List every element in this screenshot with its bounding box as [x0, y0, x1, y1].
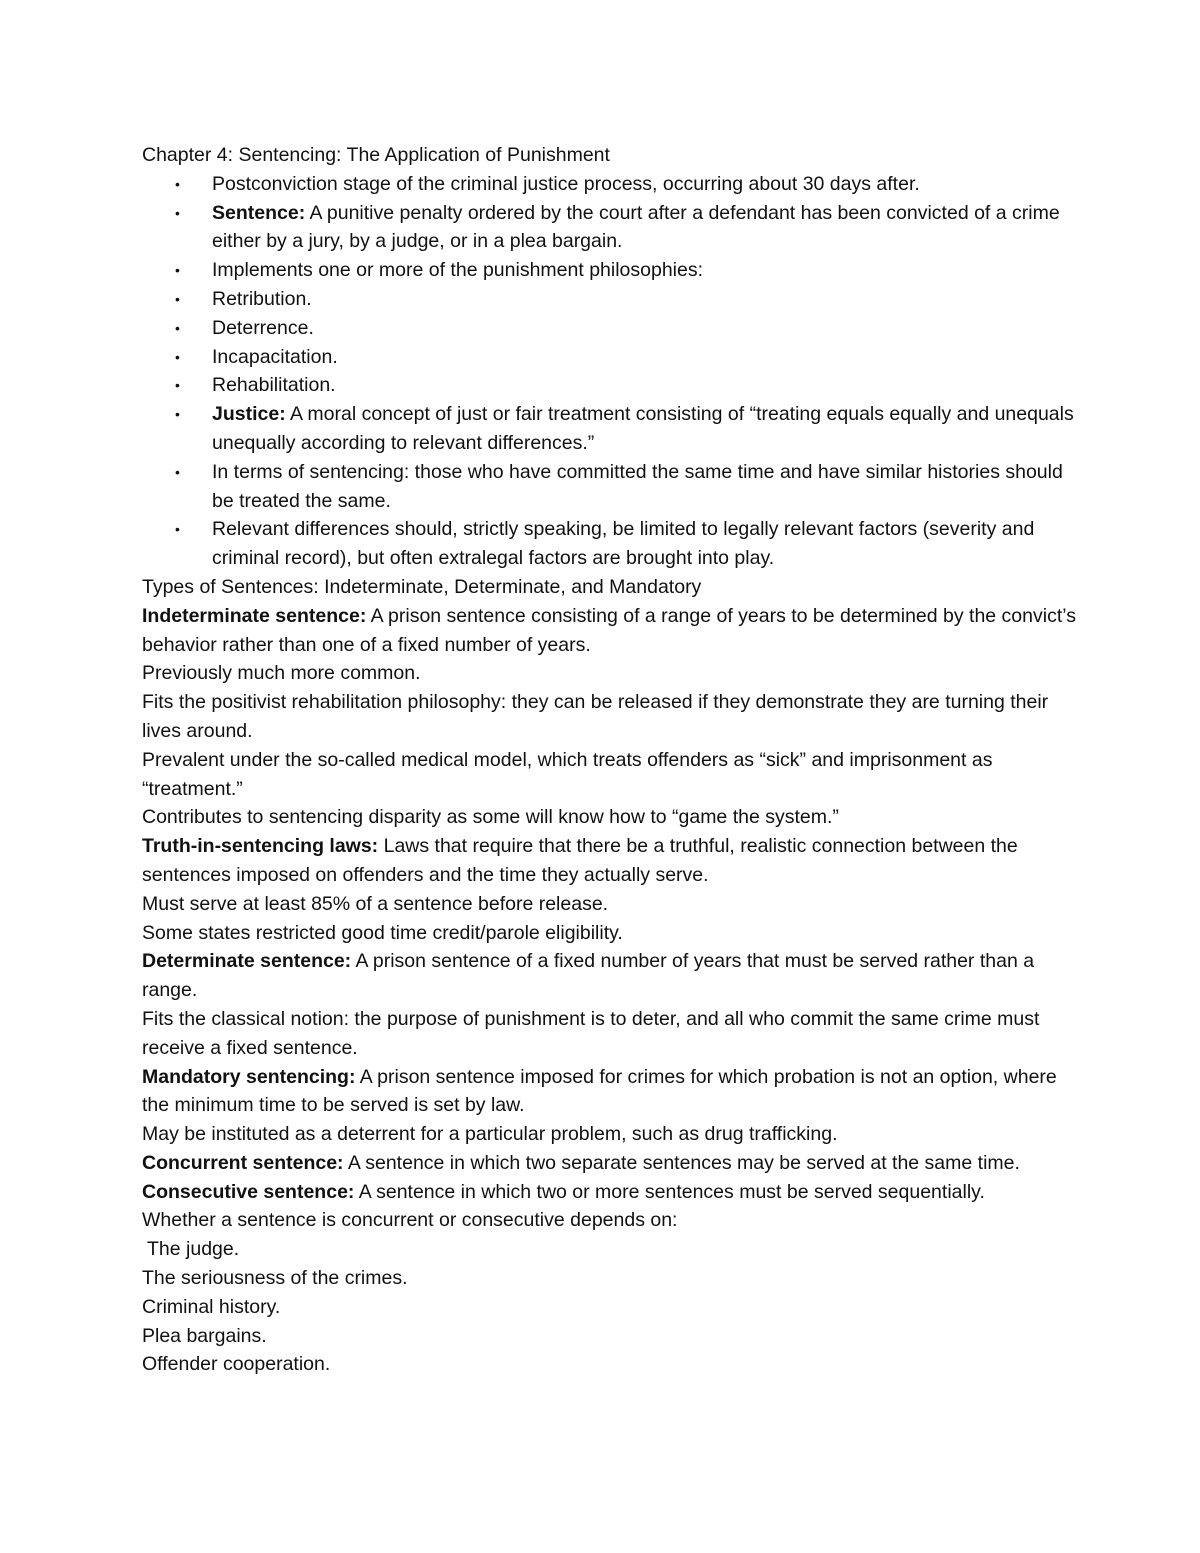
bullet-item	[142, 199, 1082, 257]
paragraph-line	[142, 832, 1082, 890]
bullet-icon: •	[175, 377, 180, 394]
bullet-icon: •	[175, 262, 180, 279]
paragraph-line	[142, 947, 1082, 1005]
paragraph-text: Offender cooperation.	[142, 1353, 331, 1376]
document-page	[142, 141, 1082, 1379]
paragraph-line	[142, 1264, 1082, 1293]
bullet-item	[142, 170, 1082, 199]
bullet-icon: •	[175, 204, 180, 221]
paragraph-text: Fits the positivist rehabilitation philosophy: they can be released if they demonstrate they are turning their lives around.	[142, 691, 1049, 742]
bullet-icon: •	[175, 463, 180, 480]
paragraph-term: Truth-in-sentencing laws:	[142, 835, 379, 858]
bullet-text: Incapacitation.	[212, 345, 338, 368]
paragraph-text: Must serve at least 85% of a sentence before release.	[142, 892, 609, 915]
bullet-icon: •	[175, 406, 180, 423]
bullet-icon: •	[175, 319, 180, 336]
paragraph-text: Previously much more common.	[142, 662, 421, 685]
paragraph-text: The seriousness of the crimes.	[142, 1267, 408, 1290]
paragraph-line	[142, 803, 1082, 832]
paragraph-line	[142, 573, 1082, 602]
page-title: Chapter 4: Sentencing: The Application of Punishment	[142, 144, 610, 166]
paragraph-term: Consecutive sentence:	[142, 1180, 355, 1203]
bullet-term: Justice:	[212, 403, 286, 426]
bullet-term: Sentence:	[212, 201, 306, 224]
paragraph-line	[142, 919, 1082, 948]
paragraph-line	[142, 890, 1082, 919]
bullet-item	[142, 400, 1082, 458]
paragraph-line	[142, 1206, 1082, 1235]
bullet-item	[142, 515, 1082, 573]
paragraph-text: The judge.	[147, 1238, 240, 1261]
bullet-list	[142, 170, 1082, 573]
paragraph-line	[142, 1350, 1082, 1379]
paragraph-line	[142, 1149, 1082, 1178]
paragraph-term: Determinate sentence:	[142, 950, 352, 973]
paragraph-line	[142, 1005, 1082, 1063]
bullet-text: In terms of sentencing: those who have committed the same time and have similar histories should be treated the same.	[212, 460, 1063, 512]
paragraph-line	[142, 1063, 1082, 1121]
paragraph-line	[142, 659, 1082, 688]
bullet-item	[142, 458, 1082, 516]
bullet-text: Implements one or more of the punishment philosophies:	[212, 259, 704, 282]
paragraph-text: A prison sentence consisting of a range of years to be determined by the convict’s behavior rather than one of a fixed number of years.	[142, 604, 1076, 656]
paragraph-list	[142, 573, 1082, 1379]
paragraph-text: Types of Sentences: Indeterminate, Determinate, and Mandatory	[142, 575, 702, 598]
paragraph-line	[142, 1120, 1082, 1149]
paragraph-line	[142, 746, 1082, 804]
paragraph-line	[142, 1235, 1082, 1264]
bullet-icon: •	[175, 521, 180, 538]
paragraph-line	[142, 602, 1082, 660]
bullet-text: A moral concept of just or fair treatment consisting of “treating equals equally and unequals unequally according to relevant differences.”	[212, 403, 1074, 454]
bullet-item	[142, 343, 1082, 372]
paragraph-text: Some states restricted good time credit/parole eligibility.	[142, 921, 623, 944]
paragraph-text: May be instituted as a deterrent for a particular problem, such as drug trafficking.	[142, 1123, 838, 1146]
bullet-item	[142, 256, 1082, 285]
paragraph-line	[142, 1322, 1082, 1351]
bullet-text: Postconviction stage of the criminal justice process, occurring about 30 days after.	[212, 172, 920, 195]
paragraph-line	[142, 1178, 1082, 1207]
bullet-icon: •	[175, 290, 180, 307]
bullet-text: Rehabilitation.	[212, 374, 336, 397]
bullet-icon: •	[175, 348, 180, 365]
bullet-text: A punitive penalty ordered by the court after a defendant has been convicted of a crime either by a jury, by a judge, or in a plea bargain.	[212, 201, 1060, 253]
paragraph-line	[142, 688, 1082, 746]
paragraph-text: Plea bargains.	[142, 1324, 267, 1347]
paragraph-text: Whether a sentence is concurrent or consecutive depends on:	[142, 1209, 678, 1232]
paragraph-term: Indeterminate sentence:	[142, 604, 367, 627]
paragraph-line	[142, 1293, 1082, 1322]
paragraph-text: A sentence in which two separate sentences may be served at the same time.	[343, 1151, 1020, 1174]
bullet-item	[142, 314, 1082, 343]
bullet-text: Relevant differences should, strictly speaking, be limited to legally relevant factors (severity and criminal record), but often extralegal factors are brought into play.	[212, 518, 1035, 570]
paragraph-text: Prevalent under the so-called medical model, which treats offenders as “sick” and imprisonment as “treatment.”	[142, 748, 993, 800]
bullet-text: Retribution.	[212, 287, 312, 310]
paragraph-text: A prison sentence of a fixed number of years that must be served rather than a range.	[142, 950, 1035, 1002]
paragraph-text: A prison sentence imposed for crimes for which probation is not an option, where the minimum time to be served is set by law.	[142, 1065, 1057, 1117]
bullet-text: Deterrence.	[212, 316, 314, 339]
paragraph-text: Fits the classical notion: the purpose of punishment is to deter, and all who commit the same crime must receive a fixed sentence.	[142, 1007, 1040, 1059]
paragraph-text: Criminal history.	[142, 1295, 281, 1318]
bullet-icon: •	[175, 175, 180, 192]
paragraph-text: A sentence in which two or more sentences must be served sequentially.	[354, 1180, 985, 1203]
paragraph-text: Contributes to sentencing disparity as some will know how to “game the system.”	[142, 806, 839, 829]
paragraph-text: Laws that require that there be a truthful, realistic connection between the sentences imposed on offenders and the time they actually serve.	[142, 835, 1018, 886]
bullet-item	[142, 371, 1082, 400]
bullet-item	[142, 285, 1082, 314]
paragraph-term: Mandatory sentencing:	[142, 1065, 356, 1088]
paragraph-term: Concurrent sentence:	[142, 1151, 344, 1174]
